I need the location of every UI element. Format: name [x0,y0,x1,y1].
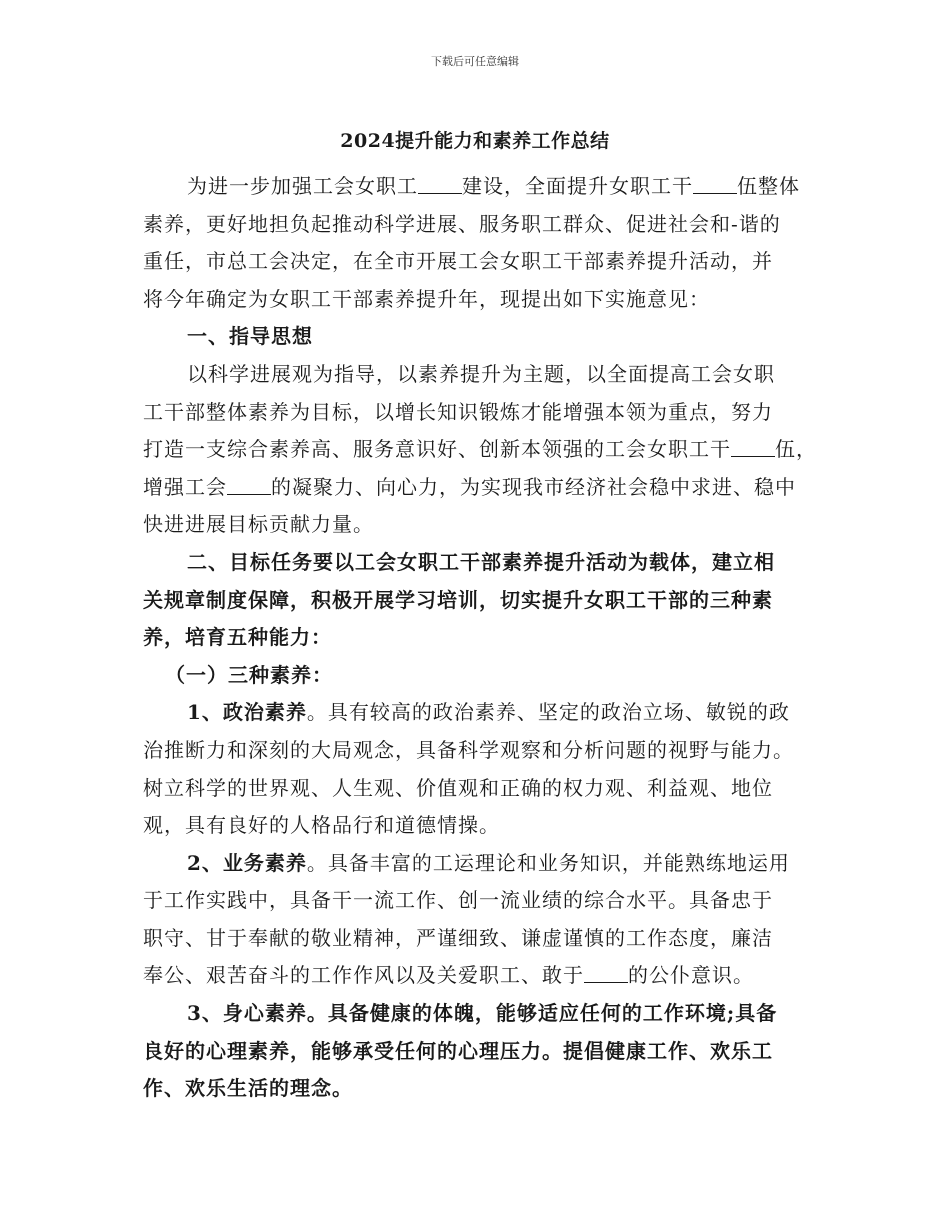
text-span: 建设，全面提升女职工干 [462,174,693,198]
paragraph-line: 将今年确定为女职工干部素养提升年，现提出如下实施意见： [143,286,710,311]
paragraph-line [143,431,817,469]
paragraph-line [143,694,811,732]
text-span: 的凝聚力、向心力，为实现我市经济社会稳中求进、稳中 [271,474,796,499]
document-body [143,168,817,1108]
paragraph-line-bold: 作、欢乐生活的理念。 [143,1076,353,1101]
paragraph-line [143,957,811,995]
paragraph-line: 观，具有良好的人格品行和道德情操。 [143,813,500,838]
text-span: 为进一步加强工会女职工 [187,174,418,198]
section-heading-line: 养，培育五种能力： [143,625,332,650]
item-heading: 1、政治素养 [187,700,307,725]
paragraph-line [143,845,811,883]
blank-line [418,175,462,194]
blank-line [731,438,775,457]
item-heading: 2、业务素养 [187,850,307,875]
paragraph-line-bold: 良好的心理素养，能够承受任何的心理压力。提倡健康工作、欢乐工 [143,1038,773,1063]
blank-line [693,175,737,194]
paragraph-line [143,168,811,206]
paragraph-line: 树立科学的世界观、人生观、价值观和正确的权力观、利益观、地位 [143,775,773,800]
text-span: 伍整体 [737,174,800,198]
paragraph-line: 快进进展目标贡献力量。 [143,512,374,537]
document-title: 2024提升能力和素养工作总结 [340,130,610,152]
paragraph-line [143,469,811,507]
paragraph-line: 以科学进展观为指导，以素养提升为主题，以全面提高工会女职 [187,361,775,386]
paragraph-line: 于工作实践中，具备干一流工作、创一流业绩的综合水平。具备忠于 [143,888,773,913]
text-span: 打造一支综合素养高、服务意识好、创新本领强的工会女职工干 [143,437,731,462]
paragraph-line: 重任，市总工会决定，在全市开展工会女职工干部素养提升活动，并 [143,249,773,274]
paragraph-line: 工干部整体素养为目标，以增长知识锻炼才能增强本领为重点，努力 [143,399,773,424]
header-note: 下载后可任意编辑 [431,55,519,68]
paragraph-line: 素养，更好地担负起推动科学进展、服务职工群众、促进社会和-谐的 [143,211,781,236]
text-span: 。具备丰富的工运理论和业务知识，并能熟练地运用 [306,850,790,875]
text-span: 伍， [775,437,817,462]
section-heading-line: 关规章制度保障，积极开展学习培训，切实提升女职工干部的三种素 [143,587,773,612]
paragraph-line-bold: 3、身心素养。具备健康的体魄，能够适应任何的工作环境;具备 [187,1001,778,1026]
blank-line [584,964,628,983]
text-span: 增强工会 [143,474,227,499]
text-span: 。具有较高的政治素养、坚定的政治立场、敏锐的政 [306,700,790,725]
paragraph-line: 治推断力和深刻的大局观念，具备科学观察和分析问题的视野与能力。 [143,737,794,762]
blank-line [227,476,271,495]
paragraph-line: 职守、甘于奉献的敬业精神，严谨细致、谦虚谨慎的工作态度，廉洁 [143,925,773,950]
text-span: 奉公、艰苦奋斗的工作作风以及关爱职工、敢于 [143,963,584,988]
text-span: 的公仆意识。 [628,963,754,988]
section-heading: 二、目标任务要以工会女职工干部素养提升活动为载体，建立相 [187,549,775,574]
subsection-heading: （一）三种素养： [165,662,333,687]
section-heading: 一、指导思想 [187,324,313,349]
